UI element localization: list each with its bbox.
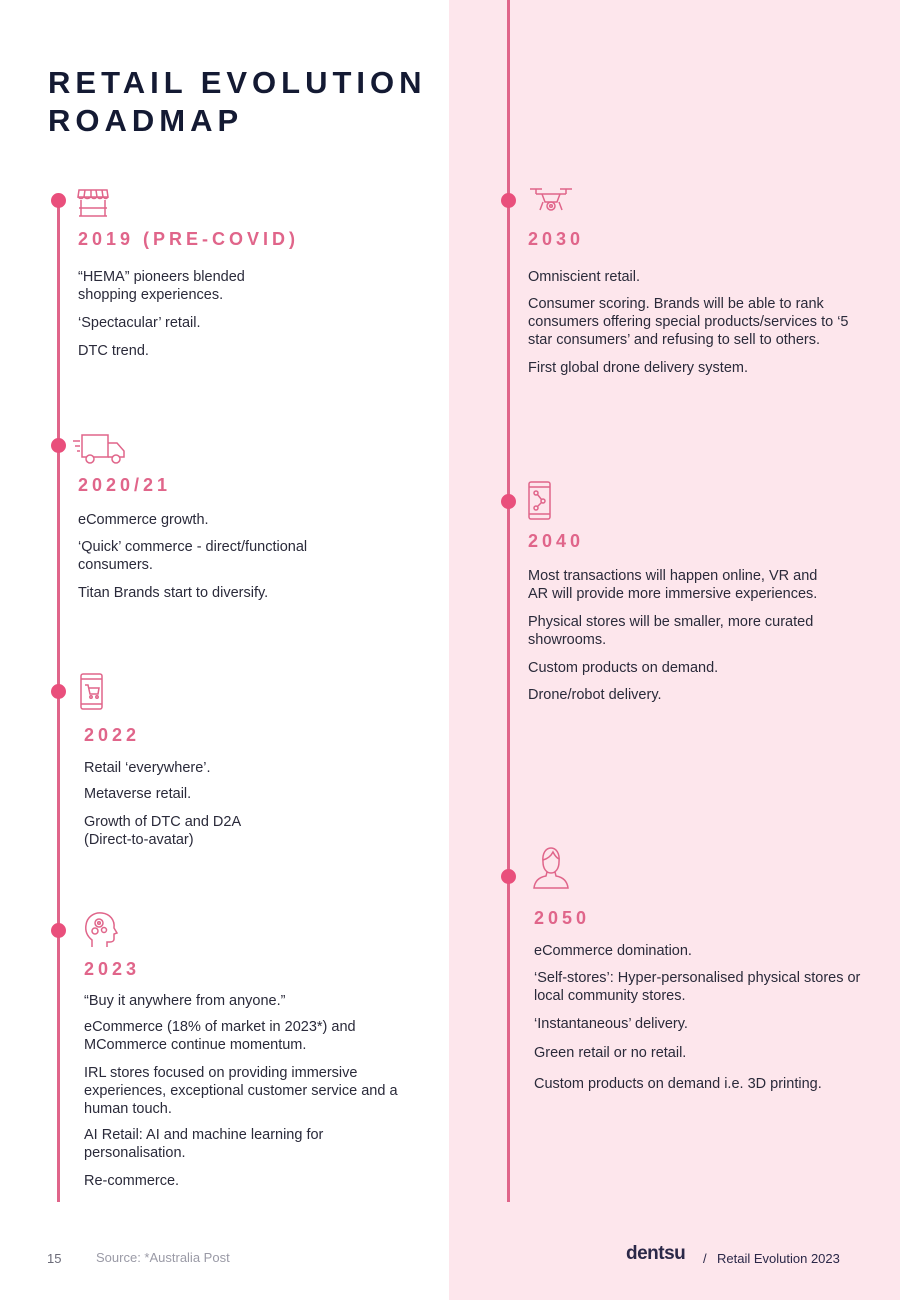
timeline-dot xyxy=(501,494,516,509)
source-note: Source: *Australia Post xyxy=(96,1250,230,1265)
person-icon xyxy=(532,846,570,890)
timeline-year: 2023 xyxy=(84,959,141,979)
page-title-line: ROADMAP xyxy=(48,103,244,138)
timeline-entry: IRL stores focused on providing immersive experiences, exceptional customer service and a human touch. xyxy=(84,1065,398,1117)
timeline-dot xyxy=(501,193,516,208)
timeline-entry-list xyxy=(534,942,869,1093)
timeline-year: 2019 (PRE-COVID) xyxy=(78,229,300,249)
brand-logo: dentsu xyxy=(626,1243,686,1264)
timeline-entry-list xyxy=(78,511,308,602)
document-title: Retail Evolution 2023 xyxy=(717,1251,840,1266)
timeline-entry-list xyxy=(84,759,284,849)
timeline-line-left xyxy=(57,200,60,1202)
timeline-entry: eCommerce growth. xyxy=(78,512,209,528)
timeline-entry: ‘Quick’ commerce - direct/functional consumers. xyxy=(78,539,308,573)
timeline-entry-list xyxy=(84,992,399,1190)
drone-icon xyxy=(528,186,574,214)
timeline-entry: Drone/robot delivery. xyxy=(528,687,662,703)
timeline-year: 2050 xyxy=(534,908,591,928)
head-gears-icon xyxy=(83,911,119,949)
timeline-entry: Re-commerce. xyxy=(84,1173,180,1189)
timeline-entry-list xyxy=(78,268,293,360)
market-stall-icon xyxy=(76,187,110,219)
timeline-entry: Consumer scoring. Brands will be able to rank consumers offering special products/services to ‘5 star consumers’ and refusing to sell to others. xyxy=(528,296,849,348)
timeline-entry: Growth of DTC and D2A (Direct-to-avatar) xyxy=(84,814,241,848)
phone-share-icon xyxy=(528,481,552,521)
timeline-dot xyxy=(501,869,516,884)
timeline-entry-list xyxy=(528,567,838,704)
timeline-entry-list xyxy=(528,268,858,377)
timeline-entry: Custom products on demand. xyxy=(528,660,719,676)
timeline-dot xyxy=(51,684,66,699)
page-number: 15 xyxy=(47,1251,62,1266)
timeline-entry: “Buy it anywhere from anyone.” xyxy=(84,993,286,1009)
timeline-entry: AI Retail: AI and machine learning for personalisation. xyxy=(84,1127,324,1161)
timeline-entry: First global drone delivery system. xyxy=(528,360,748,376)
timeline-entry: Most transactions will happen online, VR and AR will provide more immersive experiences. xyxy=(528,568,818,602)
footer-separator: / xyxy=(703,1251,707,1266)
timeline-entry: eCommerce (18% of market in 2023*) and MCommerce continue momentum. xyxy=(84,1019,356,1053)
timeline-entry: DTC trend. xyxy=(78,343,149,359)
timeline-year: 2030 xyxy=(528,229,585,249)
timeline-year: 2020/21 xyxy=(78,475,172,495)
timeline-dot xyxy=(51,438,66,453)
timeline-line-right xyxy=(507,0,510,1202)
timeline-dot xyxy=(51,193,66,208)
timeline-year: 2022 xyxy=(84,725,141,745)
timeline-year: 2040 xyxy=(528,531,585,551)
timeline-entry: Titan Brands start to diversify. xyxy=(78,585,269,601)
timeline-entry: ‘Spectacular’ retail. xyxy=(78,315,201,331)
mobile-cart-icon xyxy=(80,673,104,711)
timeline-entry: Retail ‘everywhere’. xyxy=(84,760,211,776)
timeline-entry: eCommerce domination. xyxy=(534,943,692,959)
timeline-entry: Custom products on demand i.e. 3D printing. xyxy=(534,1076,822,1092)
timeline-entry: ‘Self-stores’: Hyper-personalised physical stores or local community stores. xyxy=(534,970,861,1004)
timeline-dot xyxy=(51,923,66,938)
timeline-entry: “HEMA” pioneers blended shopping experiences. xyxy=(78,269,245,303)
timeline-entry: Green retail or no retail. xyxy=(534,1045,687,1061)
timeline-entry: Metaverse retail. xyxy=(84,786,192,802)
page-title-line: RETAIL EVOLUTION xyxy=(48,65,427,100)
timeline-entry: Omniscient retail. xyxy=(528,269,641,285)
timeline-entry: ‘Instantaneous’ delivery. xyxy=(534,1016,688,1032)
timeline-entry: Physical stores will be smaller, more curated showrooms. xyxy=(528,614,814,648)
page-title xyxy=(48,64,427,140)
delivery-truck-icon xyxy=(72,432,128,466)
